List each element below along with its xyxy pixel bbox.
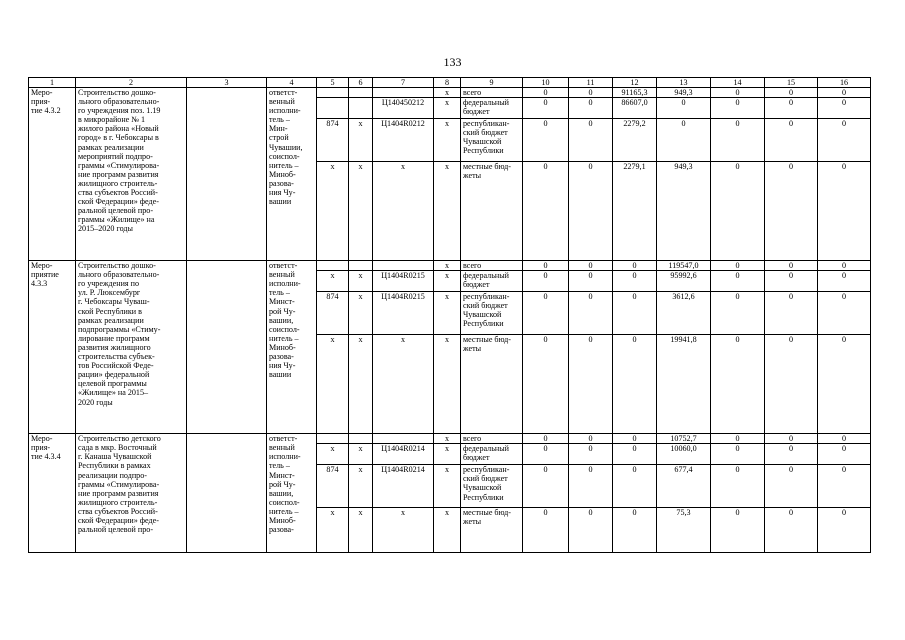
code-cell-8: x <box>434 292 461 335</box>
value-cell: 0 <box>523 335 569 434</box>
value-cell: 0 <box>711 434 765 444</box>
value-cell: 0 <box>765 335 818 434</box>
value-cell: 0 <box>765 444 818 465</box>
code-cell-8: x <box>434 98 461 119</box>
funding-source-cell: всего <box>461 434 523 444</box>
code-cell-6: x <box>349 465 373 508</box>
code-cell-6 <box>349 261 373 271</box>
funding-source-cell: всего <box>461 88 523 98</box>
value-cell: 0 <box>818 119 871 162</box>
value-cell: 0 <box>569 335 613 434</box>
code-cell-8: x <box>434 444 461 465</box>
code-cell-5 <box>317 434 349 444</box>
value-cell: 0 <box>613 444 657 465</box>
measure-cell: Меро- прия- тие 4.3.2 <box>29 88 76 261</box>
executor-cell: ответст- венный исполни- тель – Минст- рой Чу- вашии, соиспол- нитель – Миноб- разова- <box>267 434 317 553</box>
column-header: 8 <box>434 78 461 88</box>
measure-name-cell: Строительство дошко- льного образовательно- го учреждения поз. 1.19 в микрорайоне № 1 жилого района «Новый город» в г. Чебоксары в рамках реализации мероприятий подпро- граммы «Стимулирова- ние программ развития жилищного строитель- ства субъектов Россий- ской Федерации» феде- ральной целевой про- граммы «Жилище» на 2015–2020 годы <box>76 88 187 261</box>
value-cell: 0 <box>765 292 818 335</box>
funding-source-cell: местные бюд- жеты <box>461 162 523 261</box>
column-header: 11 <box>569 78 613 88</box>
value-cell: 0 <box>657 119 711 162</box>
value-cell: 0 <box>818 335 871 434</box>
table-body <box>29 88 871 553</box>
target-article-cell: Ц1404R0214 <box>373 444 434 465</box>
target-article-cell: Ц1404R0212 <box>373 119 434 162</box>
empty-column-3-cell <box>187 88 267 261</box>
value-cell: 0 <box>818 465 871 508</box>
value-cell: 0 <box>765 271 818 292</box>
code-cell-5 <box>317 261 349 271</box>
target-article-cell <box>373 261 434 271</box>
value-cell: 75,3 <box>657 508 711 553</box>
code-cell-8: x <box>434 434 461 444</box>
value-cell: 0 <box>711 162 765 261</box>
program-budget-table <box>28 77 871 553</box>
code-cell-6: x <box>349 162 373 261</box>
value-cell: 0 <box>613 292 657 335</box>
value-cell: 0 <box>613 465 657 508</box>
value-cell: 0 <box>765 261 818 271</box>
value-cell: 677,4 <box>657 465 711 508</box>
value-cell: 0 <box>613 434 657 444</box>
value-cell: 0 <box>613 271 657 292</box>
code-cell-5 <box>317 98 349 119</box>
value-cell: 949,3 <box>657 88 711 98</box>
measure-name-cell: Строительство детского сада в мкр. Восточный г. Канаша Чувашской Республики в рамках реализации подпро- граммы «Стимулирова- ние программ развития жилищного строитель- ства субъектов Россий- ской Федерации» феде- ральной целевой про- <box>76 434 187 553</box>
value-cell: 0 <box>711 508 765 553</box>
value-cell: 0 <box>818 88 871 98</box>
value-cell: 0 <box>765 98 818 119</box>
value-cell: 91165,3 <box>613 88 657 98</box>
measure-cell: Меро- прия- тие 4.3.4 <box>29 434 76 553</box>
target-article-cell: Ц1404R0215 <box>373 292 434 335</box>
value-cell: 0 <box>818 261 871 271</box>
page-number: 133 <box>443 55 462 69</box>
value-cell: 86607,0 <box>613 98 657 119</box>
table-row <box>29 434 871 444</box>
value-cell: 0 <box>569 162 613 261</box>
value-cell: 0 <box>523 162 569 261</box>
code-cell-6 <box>349 98 373 119</box>
column-header: 10 <box>523 78 569 88</box>
code-cell-8: x <box>434 162 461 261</box>
code-cell-6: x <box>349 271 373 292</box>
value-cell: 0 <box>569 119 613 162</box>
value-cell: 0 <box>765 434 818 444</box>
value-cell: 0 <box>569 465 613 508</box>
funding-source-cell: местные бюд- жеты <box>461 508 523 553</box>
value-cell: 0 <box>711 98 765 119</box>
code-cell-5: x <box>317 508 349 553</box>
value-cell: 0 <box>711 271 765 292</box>
column-header: 9 <box>461 78 523 88</box>
value-cell: 0 <box>818 508 871 553</box>
value-cell: 0 <box>711 261 765 271</box>
empty-column-3-cell <box>187 434 267 553</box>
value-cell: 0 <box>569 261 613 271</box>
executor-cell: ответст- венный исполни- тель – Минст- рой Чу- вашии, соиспол- нитель – Миноб- разова- ния Чу- вашии <box>267 261 317 434</box>
code-cell-6: x <box>349 508 373 553</box>
value-cell: 0 <box>711 465 765 508</box>
value-cell: 0 <box>523 271 569 292</box>
code-cell-5: 874 <box>317 292 349 335</box>
value-cell: 0 <box>818 271 871 292</box>
target-article-cell: Ц1404R0214 <box>373 465 434 508</box>
value-cell: 0 <box>569 508 613 553</box>
value-cell: 0 <box>711 335 765 434</box>
column-header: 6 <box>349 78 373 88</box>
code-cell-5: 874 <box>317 465 349 508</box>
value-cell: 0 <box>523 465 569 508</box>
column-header: 15 <box>765 78 818 88</box>
value-cell: 949,3 <box>657 162 711 261</box>
value-cell: 10060,0 <box>657 444 711 465</box>
code-cell-8: x <box>434 88 461 98</box>
code-cell-8: x <box>434 261 461 271</box>
value-cell: 0 <box>613 335 657 434</box>
value-cell: 2279,2 <box>613 119 657 162</box>
value-cell: 0 <box>818 444 871 465</box>
value-cell: 0 <box>523 88 569 98</box>
value-cell: 0 <box>523 119 569 162</box>
target-article-cell: x <box>373 508 434 553</box>
value-cell: 0 <box>523 292 569 335</box>
value-cell: 0 <box>569 98 613 119</box>
value-cell: 0 <box>613 508 657 553</box>
column-header: 3 <box>187 78 267 88</box>
value-cell: 3612,6 <box>657 292 711 335</box>
empty-column-3-cell <box>187 261 267 434</box>
code-cell-6 <box>349 434 373 444</box>
value-cell: 0 <box>818 292 871 335</box>
value-cell: 0 <box>711 292 765 335</box>
column-header: 4 <box>267 78 317 88</box>
code-cell-5: x <box>317 162 349 261</box>
value-cell: 0 <box>523 508 569 553</box>
target-article-cell: x <box>373 335 434 434</box>
table-row <box>29 261 871 271</box>
value-cell: 0 <box>569 292 613 335</box>
code-cell-8: x <box>434 271 461 292</box>
value-cell: 0 <box>765 465 818 508</box>
funding-source-cell: республикан- ский бюджет Чувашской Республики <box>461 292 523 335</box>
executor-cell: ответст- венный исполни- тель – Мин- строй Чувашии, соиспол- нитель – Миноб- разова- ния Чу- вашии <box>267 88 317 261</box>
column-header: 12 <box>613 78 657 88</box>
code-cell-5: 874 <box>317 119 349 162</box>
column-header: 2 <box>76 78 187 88</box>
column-number-row <box>29 78 871 88</box>
code-cell-8: x <box>434 465 461 508</box>
value-cell: 95992,6 <box>657 271 711 292</box>
value-cell: 0 <box>613 261 657 271</box>
code-cell-5 <box>317 88 349 98</box>
value-cell: 119547,0 <box>657 261 711 271</box>
measure-cell: Меро- приятие 4.3.3 <box>29 261 76 434</box>
target-article-cell <box>373 88 434 98</box>
target-article-cell: Ц1404R0215 <box>373 271 434 292</box>
column-header: 7 <box>373 78 434 88</box>
code-cell-8: x <box>434 508 461 553</box>
value-cell: 0 <box>765 119 818 162</box>
value-cell: 10752,7 <box>657 434 711 444</box>
code-cell-8: x <box>434 119 461 162</box>
value-cell: 0 <box>569 434 613 444</box>
target-article-cell: x <box>373 162 434 261</box>
value-cell: 19941,8 <box>657 335 711 434</box>
column-header: 1 <box>29 78 76 88</box>
column-header: 13 <box>657 78 711 88</box>
value-cell: 0 <box>818 434 871 444</box>
table-row <box>29 88 871 98</box>
code-cell-6 <box>349 88 373 98</box>
value-cell: 0 <box>818 98 871 119</box>
value-cell: 0 <box>711 119 765 162</box>
value-cell: 0 <box>711 88 765 98</box>
code-cell-5: x <box>317 335 349 434</box>
column-header: 14 <box>711 78 765 88</box>
target-article-cell <box>373 434 434 444</box>
code-cell-6: x <box>349 335 373 434</box>
value-cell: 0 <box>765 88 818 98</box>
code-cell-5: x <box>317 271 349 292</box>
value-cell: 0 <box>569 271 613 292</box>
value-cell: 0 <box>523 434 569 444</box>
value-cell: 2279,1 <box>613 162 657 261</box>
value-cell: 0 <box>569 88 613 98</box>
code-cell-8: x <box>434 335 461 434</box>
value-cell: 0 <box>711 444 765 465</box>
value-cell: 0 <box>523 98 569 119</box>
funding-source-cell: федеральный бюджет <box>461 271 523 292</box>
code-cell-6: x <box>349 444 373 465</box>
code-cell-5: x <box>317 444 349 465</box>
target-article-cell: Ц140450212 <box>373 98 434 119</box>
value-cell: 0 <box>523 444 569 465</box>
column-header: 16 <box>818 78 871 88</box>
column-header: 5 <box>317 78 349 88</box>
funding-source-cell: федеральный бюджет <box>461 444 523 465</box>
funding-source-cell: республикан- ский бюджет Чувашской Республики <box>461 465 523 508</box>
code-cell-6: x <box>349 119 373 162</box>
funding-source-cell: всего <box>461 261 523 271</box>
value-cell: 0 <box>569 444 613 465</box>
value-cell: 0 <box>765 508 818 553</box>
value-cell: 0 <box>657 98 711 119</box>
value-cell: 0 <box>818 162 871 261</box>
measure-name-cell: Строительство дошко- льного образовательно- го учреждения по ул. Р. Люксембург г. Чебоксары Чуваш- ской Республики в рамках реализации подпрограммы «Стиму- лирование программ развития жилищного строительства субъек- тов Российской Феде- рации» федеральной целевой программы «Жилище» на 2015– 2020 годы <box>76 261 187 434</box>
funding-source-cell: федеральный бюджет <box>461 98 523 119</box>
code-cell-6: x <box>349 292 373 335</box>
funding-source-cell: республикан- ский бюджет Чувашской Республики <box>461 119 523 162</box>
value-cell: 0 <box>765 162 818 261</box>
value-cell: 0 <box>523 261 569 271</box>
funding-source-cell: местные бюд- жеты <box>461 335 523 434</box>
